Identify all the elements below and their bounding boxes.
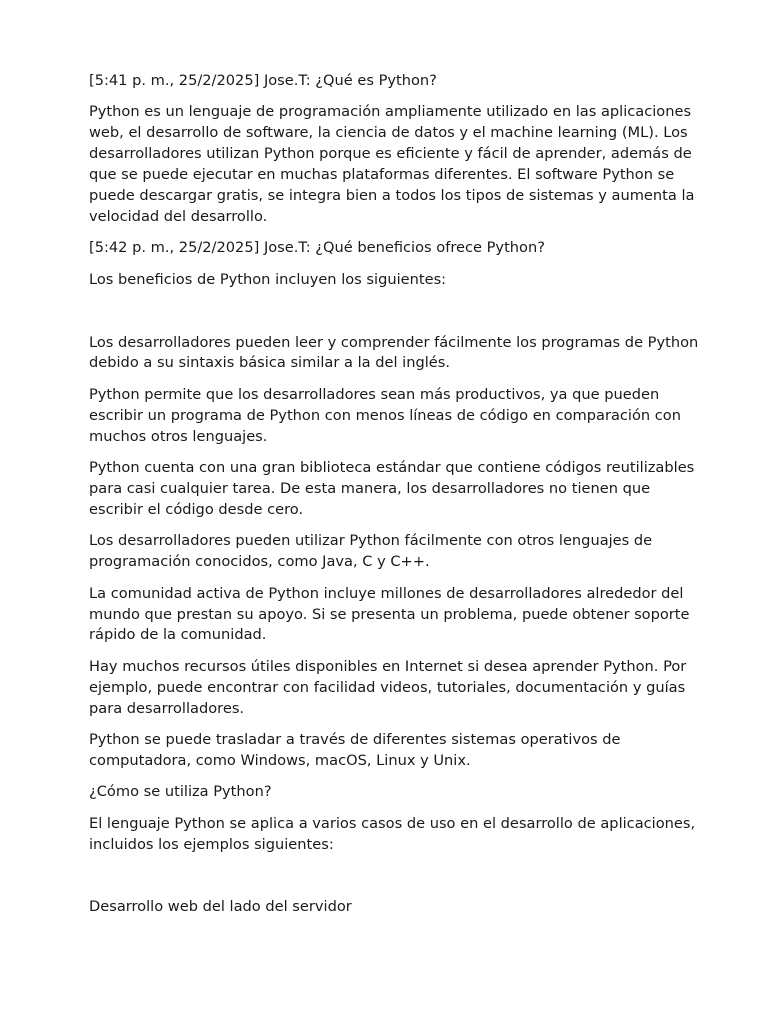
paragraph-use-cases-intro: El lenguaje Python se aplica a varios casos de uso en el desarrollo de aplicaciones, incluidos los ejemplos siguientes: <box>89 814 696 853</box>
paragraph-benefit-portability: Python se puede trasladar a través de diferentes sistemas operativos de computadora, como Windows, macOS, Linux y Unix. <box>89 731 621 769</box>
paragraph-what-is-python: Python es un lenguaje de programación ampliamente utilizado en las aplicaciones web, el desarrollo de software, la ciencia de datos y el machine learning (ML). Los desarrolladores utilizan Python porque es eficiente y fácil de aprender, además de que se puede ejecutar en muchas plataformas diferentes. El software Python se puede descargar gratis, se integra bien a todos los tipos de sistemas y aumenta la velocidad del desarrollo. <box>89 103 695 225</box>
heading-how-to-use-python: ¿Cómo se utiliza Python? <box>89 783 272 801</box>
paragraph-benefits-intro: Los beneficios de Python incluyen los siguientes: <box>89 270 447 288</box>
chat-message-question-1: [5:41 p. m., 25/2/2025] Jose.T: ¿Qué es Python? <box>89 72 437 89</box>
paragraph-benefit-readability: Los desarrolladores pueden leer y comprender fácilmente los programas de Python debido a su sintaxis básica similar a la del inglés. <box>89 333 699 372</box>
paragraph-benefit-community: La comunidad activa de Python incluye millones de desarrolladores alrededor del mundo que prestan su apoyo. Si se presenta un problema, puede obtener soporte rápido de la comunidad. <box>89 584 690 644</box>
document-page <box>89 71 704 929</box>
paragraph-benefit-productivity: Python permite que los desarrolladores sean más productivos, ya que pueden escribir un programa de Python con menos líneas de código en comparación con muchos otros lenguajes. <box>89 385 681 445</box>
blank-line <box>89 866 704 887</box>
blank-line <box>89 301 704 322</box>
chat-message-question-2: [5:42 p. m., 25/2/2025] Jose.T: ¿Qué beneficios ofrece Python? <box>89 239 545 257</box>
paragraph-server-side-web: Desarrollo web del lado del servidor <box>89 898 352 916</box>
paragraph-benefit-interoperability: Los desarrolladores pueden utilizar Python fácilmente con otros lenguajes de programación conocidos, como Java, C y C++. <box>89 532 653 571</box>
paragraph-benefit-standard-library: Python cuenta con una gran biblioteca estándar que contiene códigos reutilizables para casi cualquier tarea. De esta manera, los desarrolladores no tienen que escribir el código desde cero. <box>89 459 695 518</box>
paragraph-benefit-resources: Hay muchos recursos útiles disponibles en Internet si desea aprender Python. Por ejemplo, puede encontrar con facilidad videos, tutoriales, documentación y guías para desarrolladores. <box>89 657 687 717</box>
